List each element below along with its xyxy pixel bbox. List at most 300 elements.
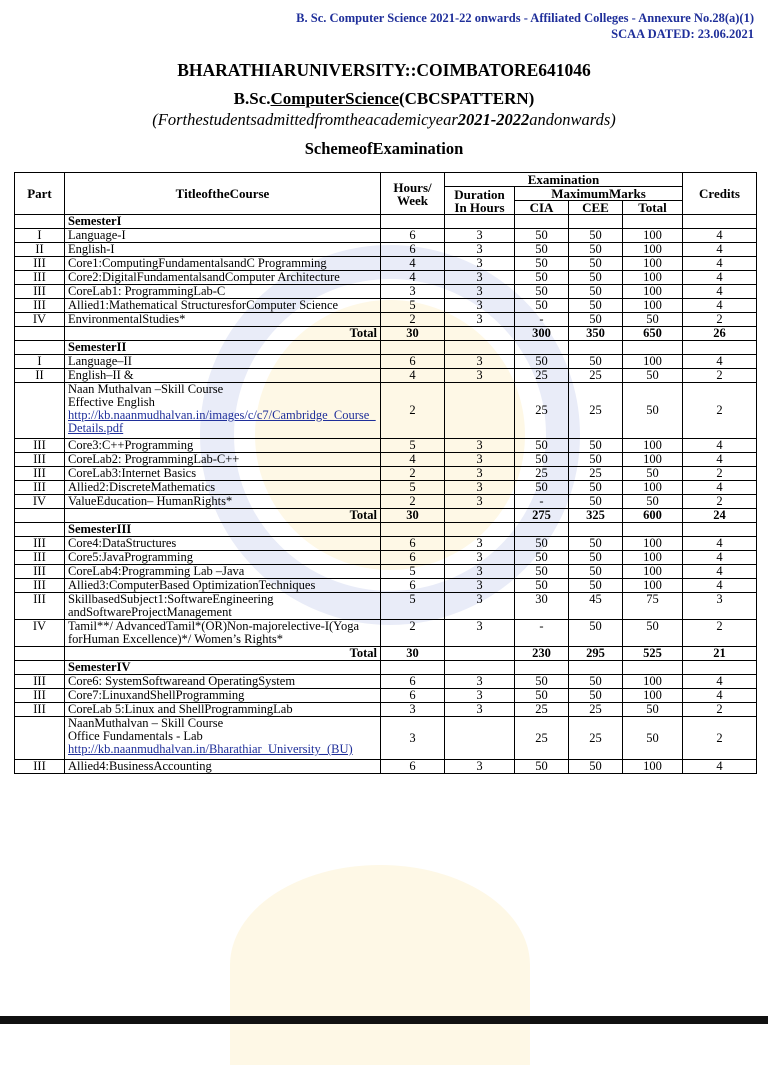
- total-label: Total: [65, 509, 381, 523]
- course-hours: 2: [381, 620, 445, 647]
- course-duration: 3: [445, 565, 515, 579]
- total-part-cell: [15, 647, 65, 661]
- note-year: 2021-2022: [457, 110, 530, 129]
- course-credits: 4: [683, 285, 757, 299]
- total-credits: 21: [683, 647, 757, 661]
- course-title: Allied1:Mathematical StructuresforComputer Science: [65, 299, 381, 313]
- programme-title: [0, 89, 768, 109]
- course-total: 100: [623, 689, 683, 703]
- course-title: Allied3:ComputerBased OptimizationTechniques: [65, 579, 381, 593]
- course-hours: 6: [381, 551, 445, 565]
- header-hours: Hours/ Week: [381, 173, 445, 215]
- course-duration: 3: [445, 439, 515, 453]
- empty-cell: [381, 661, 445, 675]
- empty-cell: [623, 523, 683, 537]
- course-title: [65, 383, 381, 439]
- course-hours: 2: [381, 313, 445, 327]
- course-cee: 50: [569, 229, 623, 243]
- course-duration: 3: [445, 355, 515, 369]
- course-cia: 50: [515, 299, 569, 313]
- table-row: [15, 369, 757, 383]
- course-duration: 3: [445, 453, 515, 467]
- course-cia: 50: [515, 271, 569, 285]
- course-part: III: [15, 675, 65, 689]
- semester-row: [15, 661, 757, 675]
- skill-course-name: Effective English: [68, 395, 155, 409]
- course-duration: 3: [445, 675, 515, 689]
- course-total: 100: [623, 551, 683, 565]
- course-cia: -: [515, 495, 569, 509]
- course-hours: 5: [381, 299, 445, 313]
- course-credits: 2: [683, 620, 757, 647]
- course-credits: 4: [683, 453, 757, 467]
- course-credits: 4: [683, 257, 757, 271]
- total-marks: 525: [623, 647, 683, 661]
- total-part-cell: [15, 509, 65, 523]
- course-hours: 5: [381, 481, 445, 495]
- total-cee: 325: [569, 509, 623, 523]
- course-duration: 3: [445, 299, 515, 313]
- table-row: [15, 229, 757, 243]
- header-total: Total: [623, 201, 683, 215]
- course-credits: 4: [683, 760, 757, 774]
- total-row: [15, 647, 757, 661]
- course-cee: 50: [569, 299, 623, 313]
- total-hours: 30: [381, 327, 445, 341]
- course-title: Core2:DigitalFundamentalsandComputer Architecture: [65, 271, 381, 285]
- programme-subject: ComputerScience: [270, 89, 399, 108]
- course-cia: 50: [515, 229, 569, 243]
- empty-cell: [623, 341, 683, 355]
- course-cia: -: [515, 620, 569, 647]
- table-row: [15, 593, 757, 620]
- course-hours: 2: [381, 467, 445, 481]
- table-row: [15, 565, 757, 579]
- annexure-header: [296, 10, 754, 42]
- table-row: [15, 285, 757, 299]
- course-part: IV: [15, 495, 65, 509]
- course-duration: 3: [445, 467, 515, 481]
- course-title: Tamil**/ AdvancedTamil*(OR)Non-majorelective-I(Yoga forHuman Excellence)*/ Women’s Rights*: [65, 620, 381, 647]
- header-part: Part: [15, 173, 65, 215]
- course-part: III: [15, 565, 65, 579]
- semester-part-cell: [15, 215, 65, 229]
- table-row: [15, 383, 757, 439]
- course-part: III: [15, 703, 65, 717]
- header-duration: Duration In Hours: [445, 187, 515, 215]
- course-cee: 25: [569, 383, 623, 439]
- semester-heading: SemesterII: [65, 341, 381, 355]
- table-row: [15, 495, 757, 509]
- course-total: 50: [623, 313, 683, 327]
- course-title: ValueEducation– HumanRights*: [65, 495, 381, 509]
- course-credits: 4: [683, 271, 757, 285]
- table-row: [15, 257, 757, 271]
- course-credits: 2: [683, 383, 757, 439]
- table-row: [15, 313, 757, 327]
- course-duration: 3: [445, 271, 515, 285]
- course-cia: 50: [515, 537, 569, 551]
- semester-part-cell: [15, 341, 65, 355]
- total-cee: 295: [569, 647, 623, 661]
- course-title: [65, 717, 381, 760]
- course-hours: 6: [381, 243, 445, 257]
- course-duration: 3: [445, 620, 515, 647]
- course-total: 100: [623, 355, 683, 369]
- course-hours: 5: [381, 439, 445, 453]
- course-cee: 50: [569, 257, 623, 271]
- course-credits: 4: [683, 579, 757, 593]
- course-credits: 4: [683, 537, 757, 551]
- course-credits: 2: [683, 369, 757, 383]
- total-row: [15, 327, 757, 341]
- table-row: [15, 439, 757, 453]
- course-cia: 50: [515, 579, 569, 593]
- empty-cell: [683, 661, 757, 675]
- course-title: Language–II: [65, 355, 381, 369]
- total-cia: 230: [515, 647, 569, 661]
- course-hours: 6: [381, 537, 445, 551]
- empty-cell: [569, 215, 623, 229]
- course-duration: 3: [445, 257, 515, 271]
- course-part: II: [15, 243, 65, 257]
- course-part: IV: [15, 313, 65, 327]
- empty-cell: [445, 661, 515, 675]
- course-cee: 50: [569, 760, 623, 774]
- course-total: 100: [623, 675, 683, 689]
- course-hours: 6: [381, 229, 445, 243]
- table-row: [15, 675, 757, 689]
- course-title: Core7:LinuxandShellProgramming: [65, 689, 381, 703]
- course-title: Allied2:DiscreteMathematics: [65, 481, 381, 495]
- scheme-title: SchemeofExamination: [304, 139, 464, 158]
- total-cee: 350: [569, 327, 623, 341]
- course-details-link[interactable]: http://kb.naanmudhalvan.in/images/c/c7/Cambridge_Course_Details.pdf: [68, 408, 376, 435]
- course-hours: 6: [381, 355, 445, 369]
- course-credits: 4: [683, 299, 757, 313]
- course-total: 100: [623, 481, 683, 495]
- header-cia: CIA: [515, 201, 569, 215]
- course-title: Allied4:BusinessAccounting: [65, 760, 381, 774]
- course-part: III: [15, 299, 65, 313]
- course-cia: 25: [515, 369, 569, 383]
- course-title: Core1:ComputingFundamentalsandC Programming: [65, 257, 381, 271]
- course-cee: 25: [569, 369, 623, 383]
- university-title: BHARATHIARUNIVERSITY::COIMBATORE641046: [177, 60, 591, 80]
- course-duration: 3: [445, 537, 515, 551]
- course-total: 100: [623, 760, 683, 774]
- skill-course-label: Naan Muthalvan –Skill Course: [68, 382, 224, 396]
- course-part: III: [15, 453, 65, 467]
- course-cee: 25: [569, 703, 623, 717]
- course-cia: 50: [515, 243, 569, 257]
- course-part: III: [15, 257, 65, 271]
- course-total: 50: [623, 703, 683, 717]
- course-cee: 50: [569, 579, 623, 593]
- course-credits: 2: [683, 467, 757, 481]
- course-title: CoreLab4:Programming Lab –Java: [65, 565, 381, 579]
- empty-cell: [623, 661, 683, 675]
- course-cia: 50: [515, 453, 569, 467]
- course-cee: 50: [569, 313, 623, 327]
- total-credits: 24: [683, 509, 757, 523]
- table-row: [15, 355, 757, 369]
- course-cia: 25: [515, 703, 569, 717]
- note-suffix: andonwards): [529, 110, 616, 129]
- course-cee: 50: [569, 243, 623, 257]
- semester-heading: SemesterIII: [65, 523, 381, 537]
- course-cee: 50: [569, 537, 623, 551]
- course-total: 50: [623, 620, 683, 647]
- course-cia: 50: [515, 565, 569, 579]
- course-cia: 50: [515, 257, 569, 271]
- course-hours: 3: [381, 717, 445, 760]
- course-cee: 50: [569, 675, 623, 689]
- semester-part-cell: [15, 523, 65, 537]
- course-cee: 50: [569, 689, 623, 703]
- table-row: [15, 481, 757, 495]
- course-cia: 50: [515, 355, 569, 369]
- course-cia: 50: [515, 439, 569, 453]
- course-cee: 45: [569, 593, 623, 620]
- course-part: III: [15, 760, 65, 774]
- total-marks: 650: [623, 327, 683, 341]
- course-title: Core3:C++Programming: [65, 439, 381, 453]
- empty-cell: [623, 215, 683, 229]
- header-cee: CEE: [569, 201, 623, 215]
- total-part-cell: [15, 327, 65, 341]
- course-dur: [445, 383, 515, 439]
- course-title: Core6: SystemSoftwareand OperatingSystem: [65, 675, 381, 689]
- course-title: CoreLab 5:Linux and ShellProgrammingLab: [65, 703, 381, 717]
- course-credits: 4: [683, 243, 757, 257]
- course-duration: 3: [445, 551, 515, 565]
- course-hours: 6: [381, 760, 445, 774]
- course-cee: 50: [569, 565, 623, 579]
- course-credits: 4: [683, 355, 757, 369]
- course-title: Core4:DataStructures: [65, 537, 381, 551]
- course-cia: 50: [515, 481, 569, 495]
- course-cia: 50: [515, 689, 569, 703]
- programme-prefix: B.Sc.: [233, 89, 271, 108]
- course-cee: 50: [569, 439, 623, 453]
- course-total: 100: [623, 257, 683, 271]
- course-cia: 50: [515, 760, 569, 774]
- course-title: Language-I: [65, 229, 381, 243]
- course-credits: 2: [683, 717, 757, 760]
- course-total: 100: [623, 565, 683, 579]
- table-row: [15, 689, 757, 703]
- total-marks: 600: [623, 509, 683, 523]
- table-row: [15, 299, 757, 313]
- empty-cell: [569, 661, 623, 675]
- course-details-link[interactable]: http://kb.naanmudhalvan.in/Bharathiar_University_(BU): [68, 742, 353, 756]
- course-duration: 3: [445, 579, 515, 593]
- header-examination: Examination: [445, 173, 683, 187]
- empty-cell: [683, 215, 757, 229]
- empty-cell: [569, 523, 623, 537]
- course-hours: 2: [381, 495, 445, 509]
- course-total: 100: [623, 285, 683, 299]
- table-row: [15, 579, 757, 593]
- course-cee: 50: [569, 453, 623, 467]
- total-duration: [445, 509, 515, 523]
- bottom-edge-bar: [0, 1016, 768, 1024]
- course-hours: 6: [381, 689, 445, 703]
- course-cee: 50: [569, 481, 623, 495]
- course-hours: 6: [381, 579, 445, 593]
- total-label: Total: [65, 647, 381, 661]
- course-part: IV: [15, 620, 65, 647]
- annexure-line: B. Sc. Computer Science 2021-22 onwards - Affiliated Colleges - Annexure No.28(a)(1): [296, 11, 754, 25]
- empty-cell: [445, 215, 515, 229]
- course-cee: 25: [569, 717, 623, 760]
- course-credits: 2: [683, 495, 757, 509]
- semester-heading: SemesterIV: [65, 661, 381, 675]
- course-part: III: [15, 467, 65, 481]
- course-part: III: [15, 593, 65, 620]
- course-total: 100: [623, 439, 683, 453]
- table-row: [15, 467, 757, 481]
- course-hours: 5: [381, 565, 445, 579]
- total-row: [15, 509, 757, 523]
- note-prefix: (Forthestudentsadmittedfromtheacademicyear: [152, 110, 458, 129]
- course-part: III: [15, 579, 65, 593]
- header-title: TitleoftheCourse: [65, 173, 381, 215]
- course-part: III: [15, 271, 65, 285]
- empty-cell: [381, 523, 445, 537]
- course-title: CoreLab2: ProgrammingLab-C++: [65, 453, 381, 467]
- course-total: 100: [623, 537, 683, 551]
- course-credits: 4: [683, 481, 757, 495]
- course-cia: 25: [515, 383, 569, 439]
- course-credits: 4: [683, 229, 757, 243]
- table-row: [15, 551, 757, 565]
- empty-cell: [683, 523, 757, 537]
- course-cee: 50: [569, 495, 623, 509]
- empty-cell: [381, 341, 445, 355]
- course-hours: 3: [381, 285, 445, 299]
- course-total: 50: [623, 717, 683, 760]
- course-part: [15, 717, 65, 760]
- course-cee: 25: [569, 467, 623, 481]
- table-row: [15, 453, 757, 467]
- lower-seal-watermark: [230, 865, 530, 1065]
- course-credits: 4: [683, 551, 757, 565]
- course-part: III: [15, 551, 65, 565]
- course-duration: 3: [445, 243, 515, 257]
- course-total: 50: [623, 495, 683, 509]
- programme-suffix: (CBCSPATTERN): [398, 89, 535, 108]
- table-row: [15, 620, 757, 647]
- semester-row: [15, 523, 757, 537]
- course-duration: 3: [445, 313, 515, 327]
- course-duration: 3: [445, 481, 515, 495]
- empty-cell: [569, 341, 623, 355]
- course-hours: 4: [381, 453, 445, 467]
- total-credits: 26: [683, 327, 757, 341]
- course-hours: 4: [381, 369, 445, 383]
- course-title: CoreLab3:Internet Basics: [65, 467, 381, 481]
- admission-note: [0, 110, 768, 130]
- course-total: 75: [623, 593, 683, 620]
- table-row: [15, 717, 757, 760]
- empty-cell: [445, 341, 515, 355]
- table-body: [15, 215, 757, 774]
- course-total: 100: [623, 271, 683, 285]
- total-duration: [445, 327, 515, 341]
- course-duration: 3: [445, 703, 515, 717]
- course-hours: 4: [381, 257, 445, 271]
- course-total: 100: [623, 453, 683, 467]
- course-duration: 3: [445, 760, 515, 774]
- course-credits: 4: [683, 565, 757, 579]
- course-part: [15, 383, 65, 439]
- course-part: II: [15, 369, 65, 383]
- course-cee: 50: [569, 285, 623, 299]
- skill-course-label: NaanMuthalvan – Skill Course: [68, 716, 224, 730]
- course-cee: 50: [569, 551, 623, 565]
- course-credits: 4: [683, 675, 757, 689]
- course-title: EnvironmentalStudies*: [65, 313, 381, 327]
- header-max-marks: MaximumMarks: [515, 187, 683, 201]
- course-credits: 2: [683, 703, 757, 717]
- course-part: III: [15, 481, 65, 495]
- scheme-of-examination-table: [14, 172, 757, 774]
- course-part: III: [15, 689, 65, 703]
- table-row: [15, 537, 757, 551]
- semester-row: [15, 215, 757, 229]
- course-cia: 25: [515, 717, 569, 760]
- empty-cell: [515, 523, 569, 537]
- skill-course-name: Office Fundamentals - Lab: [68, 729, 203, 743]
- course-cia: 30: [515, 593, 569, 620]
- course-cee: 50: [569, 355, 623, 369]
- course-hours: 6: [381, 675, 445, 689]
- course-title: Core5:JavaProgramming: [65, 551, 381, 565]
- course-duration: 3: [445, 229, 515, 243]
- course-part: III: [15, 285, 65, 299]
- course-cia: -: [515, 313, 569, 327]
- course-duration: 3: [445, 593, 515, 620]
- course-title: CoreLab1: ProgrammingLab-C: [65, 285, 381, 299]
- empty-cell: [683, 341, 757, 355]
- course-part: I: [15, 355, 65, 369]
- table-row: [15, 703, 757, 717]
- course-credits: 3: [683, 593, 757, 620]
- course-duration: 3: [445, 689, 515, 703]
- course-cee: 50: [569, 620, 623, 647]
- total-cia: 300: [515, 327, 569, 341]
- table-row: [15, 243, 757, 257]
- course-title: English-I: [65, 243, 381, 257]
- course-title: English–II &: [65, 369, 381, 383]
- course-credits: 4: [683, 689, 757, 703]
- total-duration: [445, 647, 515, 661]
- course-total: 100: [623, 579, 683, 593]
- total-cia: 275: [515, 509, 569, 523]
- course-part: I: [15, 229, 65, 243]
- header-credits: Credits: [683, 173, 757, 215]
- course-total: 100: [623, 299, 683, 313]
- course-hours: 4: [381, 271, 445, 285]
- semester-row: [15, 341, 757, 355]
- course-credits: 2: [683, 313, 757, 327]
- course-dur: [445, 717, 515, 760]
- course-total: 100: [623, 243, 683, 257]
- table-row: [15, 271, 757, 285]
- semester-part-cell: [15, 661, 65, 675]
